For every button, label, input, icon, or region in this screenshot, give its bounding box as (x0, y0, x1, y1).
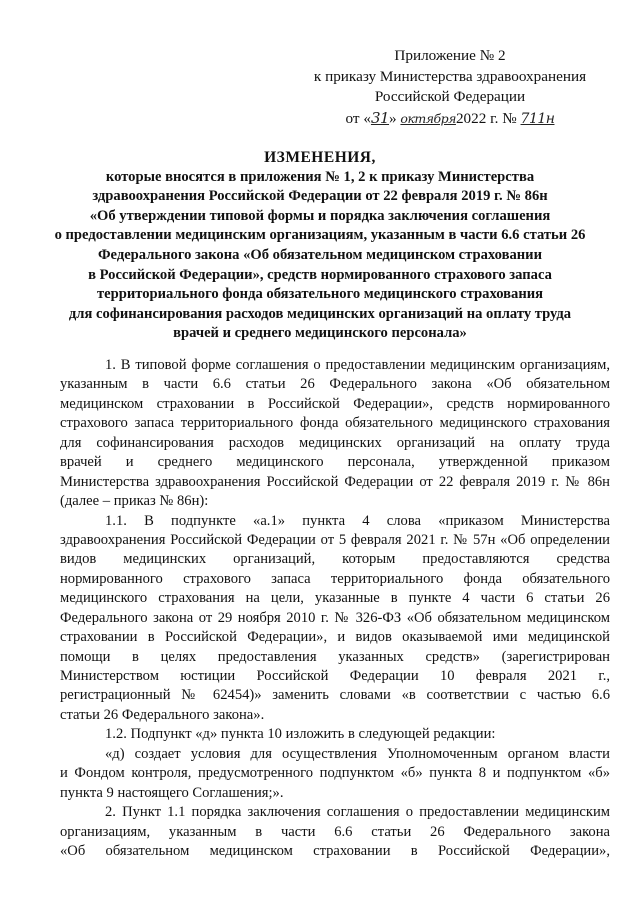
appendix-header (300, 46, 600, 129)
paragraph-2-line: организациям, указанным в части 6.6 статьи 26 Федерального закона (60, 823, 610, 840)
title-line: которые вносятся в приложения № 1, 2 к приказу Министерства (105, 168, 535, 185)
paragraph-1-line: врачей и среднего медицинского персонала, утвержденной приказом (60, 454, 610, 471)
paragraph-1-2-quote-line: пункта 9 настоящего Соглашения;». (60, 784, 284, 801)
title-line: врачей и среднего медицинского персонала» (173, 325, 467, 342)
paragraph-1-1-line: помощи в целях предоставления указанных средств» (зарегистрирован (60, 648, 610, 665)
paragraph-1-line: указанным в части 6.6 статьи 26 Федерального закона «Об обязательном (60, 376, 610, 393)
appendix-country: Российской Федерации (374, 88, 526, 105)
paragraph-1-2-line: 1.2. Подпункт «д» пункта 10 изложить в следующей редакции: (105, 726, 496, 743)
paragraph-1-1-line: медицинского страхования на цели, указанные в пункте 4 части 6 статьи 26 (60, 590, 610, 607)
title-line: для софинансирования расходов медицинских организаций на оплату труда (68, 305, 572, 322)
paragraph-1-1-line: здравоохранения Российской Федерации от 5 февраля 2021 г. № 57н «Об определении (60, 531, 610, 548)
paragraph-1-1-line: 1.1. В подпункте «а.1» пункта 4 слова «приказом Министерства (105, 512, 610, 529)
paragraph-1-1-line: страховании в Российской Федерации», и видов оказываемой ими медицинской (60, 629, 610, 646)
paragraph-1-line: 1. В типовой форме соглашения о предоставлении медицинским организациям, (105, 357, 610, 373)
title-line: территориального фонда обязательного медицинского страхования (96, 286, 544, 303)
paragraph-1-line: (далее – приказ № 86н): (60, 493, 209, 510)
paragraph-1-line: для софинансирования расходов медицинских организаций на оплату труда (60, 434, 610, 451)
date-year: 2022 г. № (455, 109, 521, 127)
title-line: о предоставлении медицинским организациям, указанным в части 6.6 статьи 26 (54, 227, 586, 244)
title-line: «Об утверждении типовой формы и порядка заключения соглашения (89, 207, 551, 224)
title-line: в Российской Федерации», средств нормированного страхового запаса (88, 266, 552, 283)
handwritten-order-number: 711н (520, 110, 555, 127)
paragraph-1-line: страхового запаса территориального фонда обязательного медицинского страхования (60, 415, 610, 432)
appendix-title: Приложение № 2 (394, 47, 506, 64)
date-mid: » (389, 109, 401, 127)
title-line: здравоохранения Российской Федерации от 22 февраля 2019 г. № 86н (92, 188, 548, 205)
title-heading: ИЗМЕНЕНИЯ, (264, 149, 376, 166)
date-prefix: от « (345, 109, 371, 127)
title-line: Федерального закона «Об обязательном медицинском страховании (98, 246, 542, 263)
appendix-order-ref: к приказу Министерства здравоохранения (313, 67, 587, 85)
paragraph-1-1-line: видов медицинских организаций, которым предоставляются средства (60, 551, 610, 568)
paragraph-1-1-line: регистрационный № 62454)» заменить словами «в соответствии с частью 6.6 (60, 687, 610, 704)
paragraph-1-2-quote-line: «д) создает условия для осуществления Уполномоченным органом власти (105, 745, 610, 762)
paragraph-1-2-quote-line: и Фондом контроля, предусмотренного подпунктом «б» пункта 8 и подпунктом «б» (60, 765, 610, 782)
paragraph-1-1-line: Министерством юстиции Российской Федерации 10 февраля 2021 г., (60, 668, 610, 684)
paragraph-1-1-line: нормированного страхового запаса территориального фонда обязательного (60, 570, 610, 587)
document-title (40, 148, 600, 344)
paragraph-1-1-line: статьи 26 Федерального закона». (60, 706, 265, 723)
document-body (60, 356, 610, 861)
handwritten-day: 31 (370, 108, 390, 127)
paragraph-1-1-line: Федерального закона от 29 ноября 2010 г. № 326-ФЗ «Об обязательном медицинском (60, 609, 610, 626)
paragraph-1-line: медицинском страховании в Российской Федерации», средств нормированного (60, 395, 610, 412)
paragraph-2-line: 2. Пункт 1.1 порядка заключения соглашения о предоставлении медицинским (105, 804, 610, 821)
handwritten-month: октября (400, 110, 456, 126)
paragraph-1-line: Министерства здравоохранения Российской Федерации от 22 февраля 2019 г. № 86н (60, 473, 610, 490)
appendix-date-line (300, 108, 600, 130)
paragraph-2-line: «Об обязательном медицинском страховании в Российской Федерации», (60, 842, 610, 859)
